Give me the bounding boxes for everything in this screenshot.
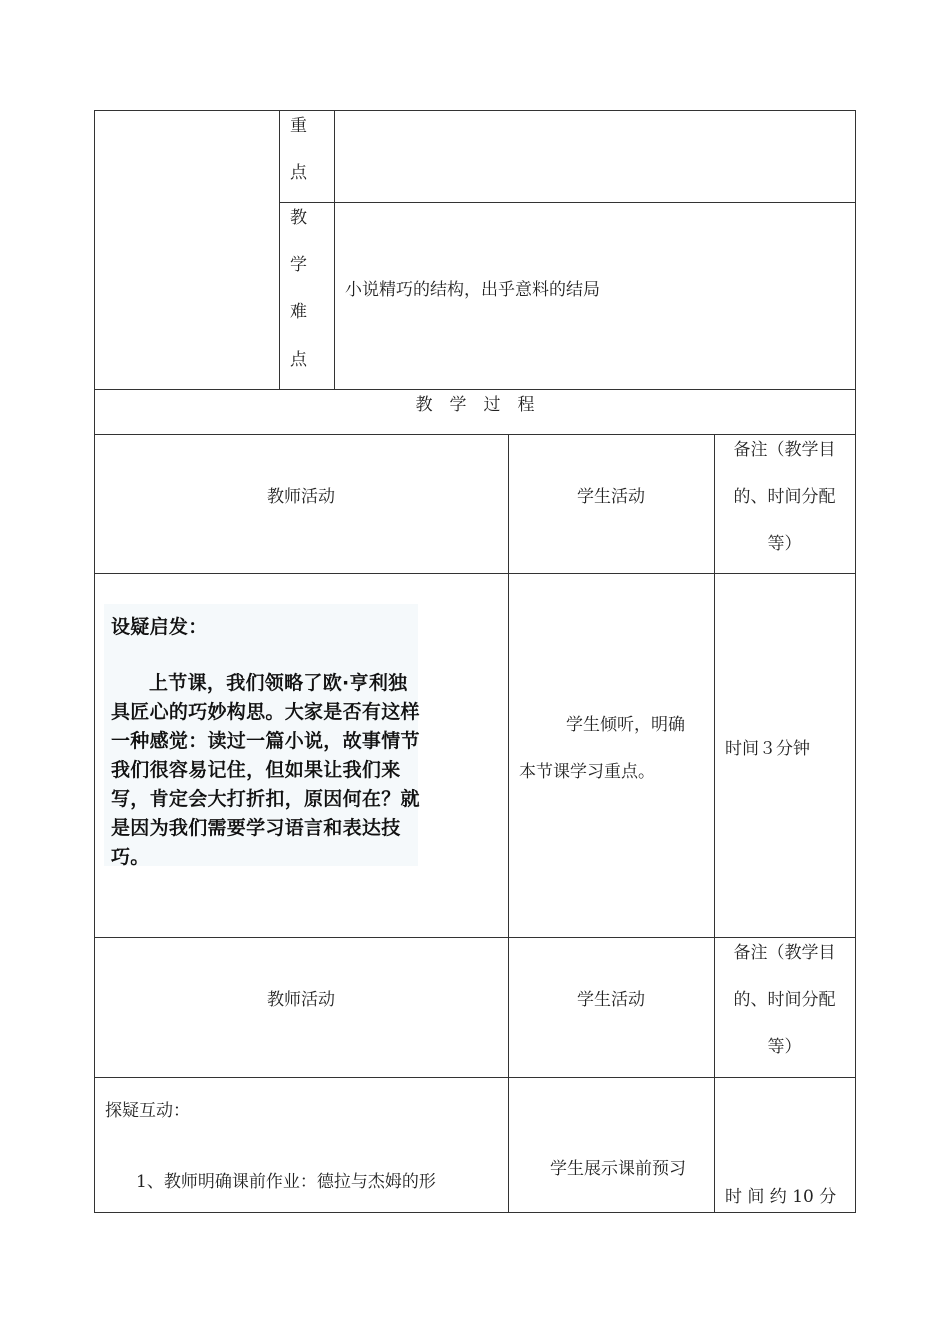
- row-divider-header2-top: [94, 937, 856, 938]
- notes-header-line: 等）: [767, 1037, 802, 1057]
- row-divider-process: [94, 389, 856, 390]
- col-divider-label-left: [279, 110, 280, 390]
- table-border-left: [94, 110, 95, 1213]
- key-points-label-char: 点: [290, 163, 307, 183]
- student-activity-line: 学生倾听，明确: [566, 715, 685, 735]
- image-heading: 设疑启发：: [111, 616, 208, 638]
- time-note: 时 间 约 10 分: [725, 1187, 837, 1207]
- teacher-activity-header: 教师活动: [267, 487, 335, 507]
- notes-header-line: 等）: [767, 534, 802, 554]
- difficulties-content: 小说精巧的结构，出乎意料的结局: [345, 280, 600, 300]
- notes-header-line: 的、时间分配: [733, 990, 836, 1010]
- scanned-text-image: [104, 604, 418, 866]
- image-line: 巧。: [111, 846, 150, 868]
- student-activity-line: 学生展示课前预习: [550, 1159, 686, 1179]
- col-divider-teacher-student: [508, 434, 509, 1213]
- time-note: 时间３分钟: [725, 739, 810, 759]
- teacher-activity-header: 教师活动: [267, 990, 335, 1010]
- row-divider-header2-bottom: [94, 1077, 856, 1078]
- row-divider-keypoints: [279, 202, 856, 203]
- notes-header-line: 备注（教学目: [733, 440, 836, 460]
- table-border-right: [855, 110, 856, 1213]
- table-border-bottom: [94, 1212, 856, 1213]
- student-activity-line: 本节课学习重点。: [519, 762, 655, 782]
- student-activity-header: 学生活动: [577, 487, 645, 507]
- student-activity-header: 学生活动: [577, 990, 645, 1010]
- notes-header-line: 的、时间分配: [733, 487, 836, 507]
- difficulties-label-char: 教: [290, 208, 307, 228]
- image-line: 是因为我们需要学习语言和表达技: [111, 817, 401, 839]
- image-line: 具匠心的巧妙构思。大家是否有这样: [111, 701, 420, 723]
- teacher-activity-line: 1、教师明确课前作业：德拉与杰姆的形: [136, 1172, 436, 1192]
- difficulties-label-char: 学: [290, 255, 307, 275]
- row-divider-header1-top: [94, 434, 856, 435]
- process-title: 教 学 过 程: [415, 395, 535, 415]
- col-divider-label-right: [334, 110, 335, 390]
- difficulties-label-char: 难: [290, 302, 307, 322]
- image-line: 我们很容易记住，但如果让我们来: [111, 759, 401, 781]
- image-line: 一种感觉：读过一篇小说，故事情节: [111, 730, 420, 752]
- teacher-activity-heading: 探疑互动：: [105, 1101, 190, 1121]
- table-border-top: [94, 110, 856, 111]
- image-line: 写，肯定会大打折扣，原因何在？就: [111, 788, 420, 810]
- image-line: 上节课，我们领略了欧·亨利独: [149, 672, 408, 694]
- difficulties-label-char: 点: [290, 350, 307, 370]
- row-divider-header1-bottom: [94, 573, 856, 574]
- notes-header-line: 备注（教学目: [733, 943, 836, 963]
- key-points-label-char: 重: [290, 116, 307, 136]
